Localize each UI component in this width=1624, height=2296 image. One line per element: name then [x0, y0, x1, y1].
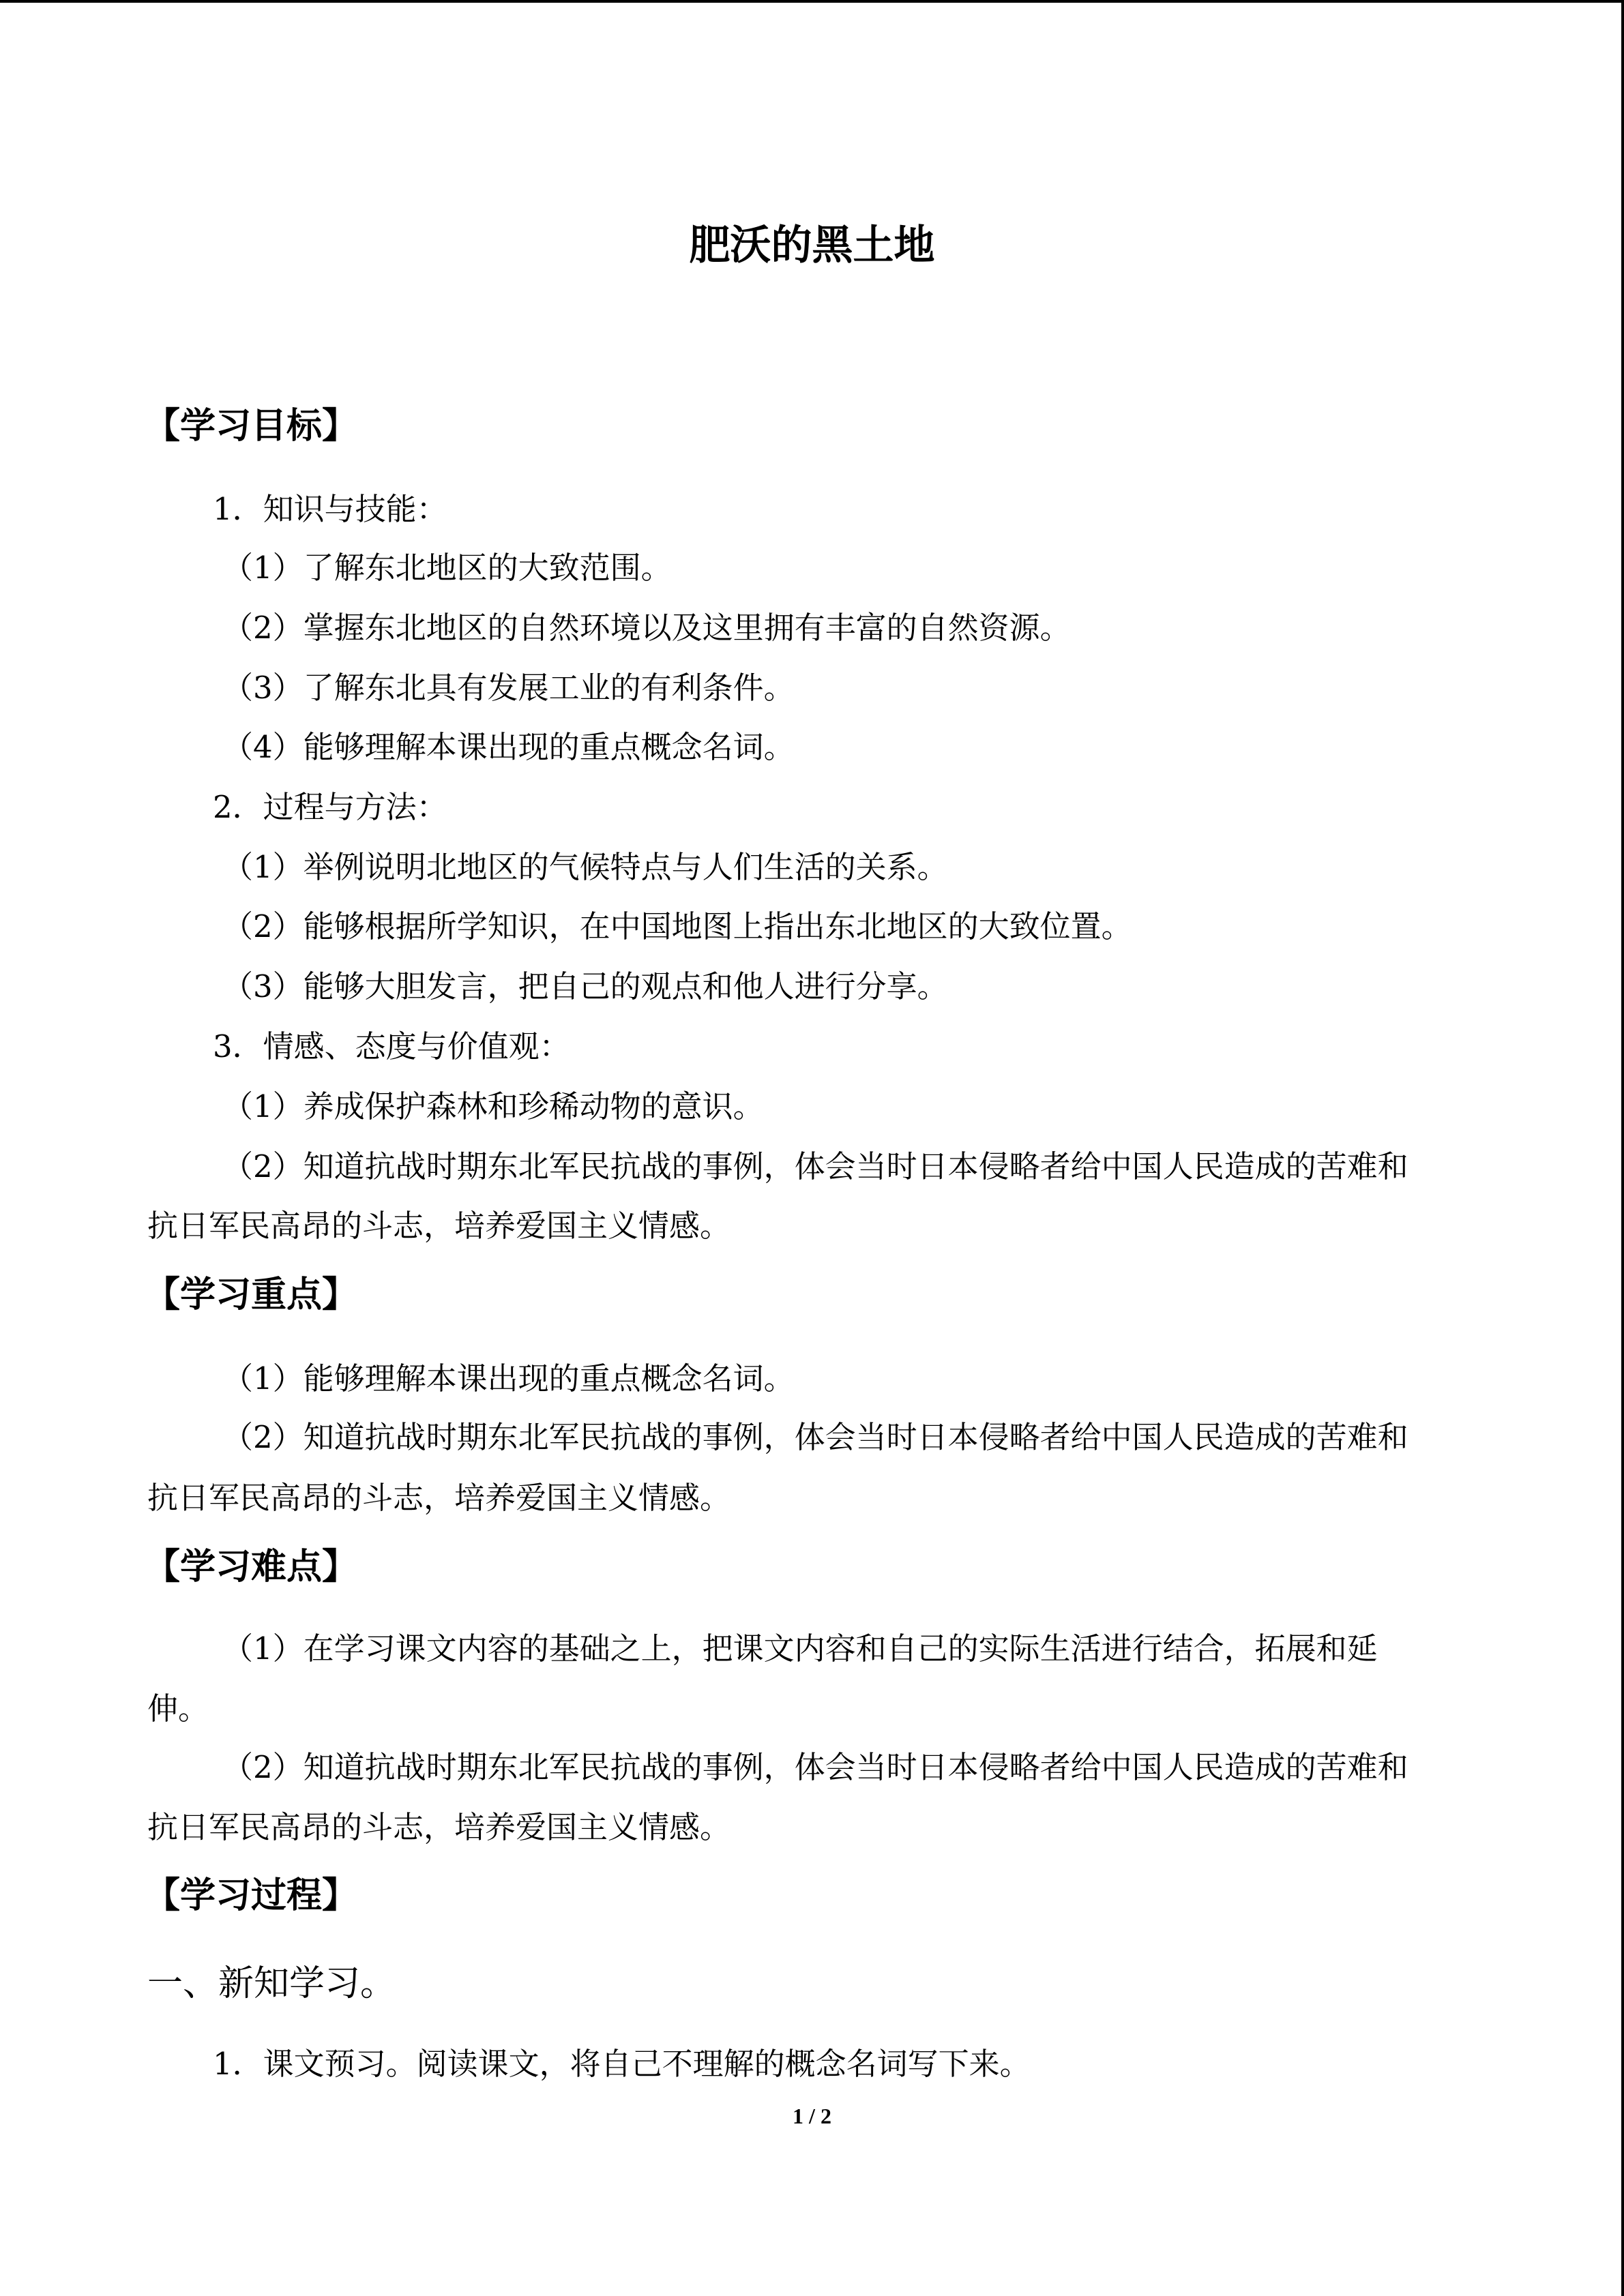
goals-e1: （1）养成保护森林和珍稀动物的意识。 [222, 1088, 764, 1124]
difficult-d1-line2: 伸。 [147, 1690, 209, 1727]
goals-e2-line2: 抗日军民高昂的斗志，培养爱国主义情感。 [147, 1208, 731, 1244]
goals-process-title: 2．过程与方法： [213, 789, 447, 825]
goals-p1: （1）举例说明北地区的气候特点与人们生活的关系。 [222, 849, 948, 885]
goals-k2: （2）掌握东北地区的自然环境以及这里拥有丰富的自然资源。 [222, 610, 1071, 646]
page-border-right [1621, 0, 1624, 2296]
process-section-1: 一、新知学习。 [147, 1963, 396, 2004]
heading-key: 【学习重点】 [145, 1274, 358, 1315]
goals-k4: （4）能够理解本课出现的重点概念名词。 [222, 729, 795, 765]
goals-emotion-title: 3．情感、态度与价值观： [213, 1028, 570, 1064]
key-k2-line1: （2）知道抗战时期东北军民抗战的事例，体会当时日本侵略者给中国人民造成的苦难和 [222, 1419, 1408, 1455]
heading-difficult: 【学习难点】 [145, 1547, 358, 1587]
difficult-d2-line2: 抗日军民高昂的斗志，培养爱国主义情感。 [147, 1809, 731, 1845]
heading-process: 【学习过程】 [145, 1875, 358, 1916]
page-number: 1 / 2 [793, 2104, 831, 2128]
key-k2-line2: 抗日军民高昂的斗志，培养爱国主义情感。 [147, 1480, 731, 1516]
difficult-d1-line1: （1）在学习课文内容的基础之上，把课文内容和自己的实际生活进行结合，拓展和延 [222, 1630, 1378, 1667]
process-item-1: 1．课文预习。阅读课文，将自己不理解的概念名词写下来。 [213, 2046, 1031, 2082]
goals-e2-line1: （2）知道抗战时期东北军民抗战的事例，体会当时日本侵略者给中国人民造成的苦难和 [222, 1148, 1408, 1184]
goals-p2: （2）能够根据所学知识，在中国地图上指出东北地区的大致位置。 [222, 908, 1132, 944]
goals-p3: （3）能够大胆发言，把自己的观点和他人进行分享。 [222, 968, 948, 1004]
heading-goals: 【学习目标】 [145, 406, 358, 447]
goals-k3: （3）了解东北具有发展工业的有利条件。 [222, 670, 795, 706]
key-k1: （1）能够理解本课出现的重点概念名词。 [222, 1360, 795, 1397]
goals-k1: （1）了解东北地区的大致范围。 [222, 550, 672, 586]
goals-knowledge-title: 1．知识与技能： [213, 491, 447, 527]
difficult-d2-line1: （2）知道抗战时期东北军民抗战的事例，体会当时日本侵略者给中国人民造成的苦难和 [222, 1749, 1408, 1785]
page-title: 肥沃的黑土地 [689, 222, 935, 269]
page-border-top [0, 0, 1624, 3]
